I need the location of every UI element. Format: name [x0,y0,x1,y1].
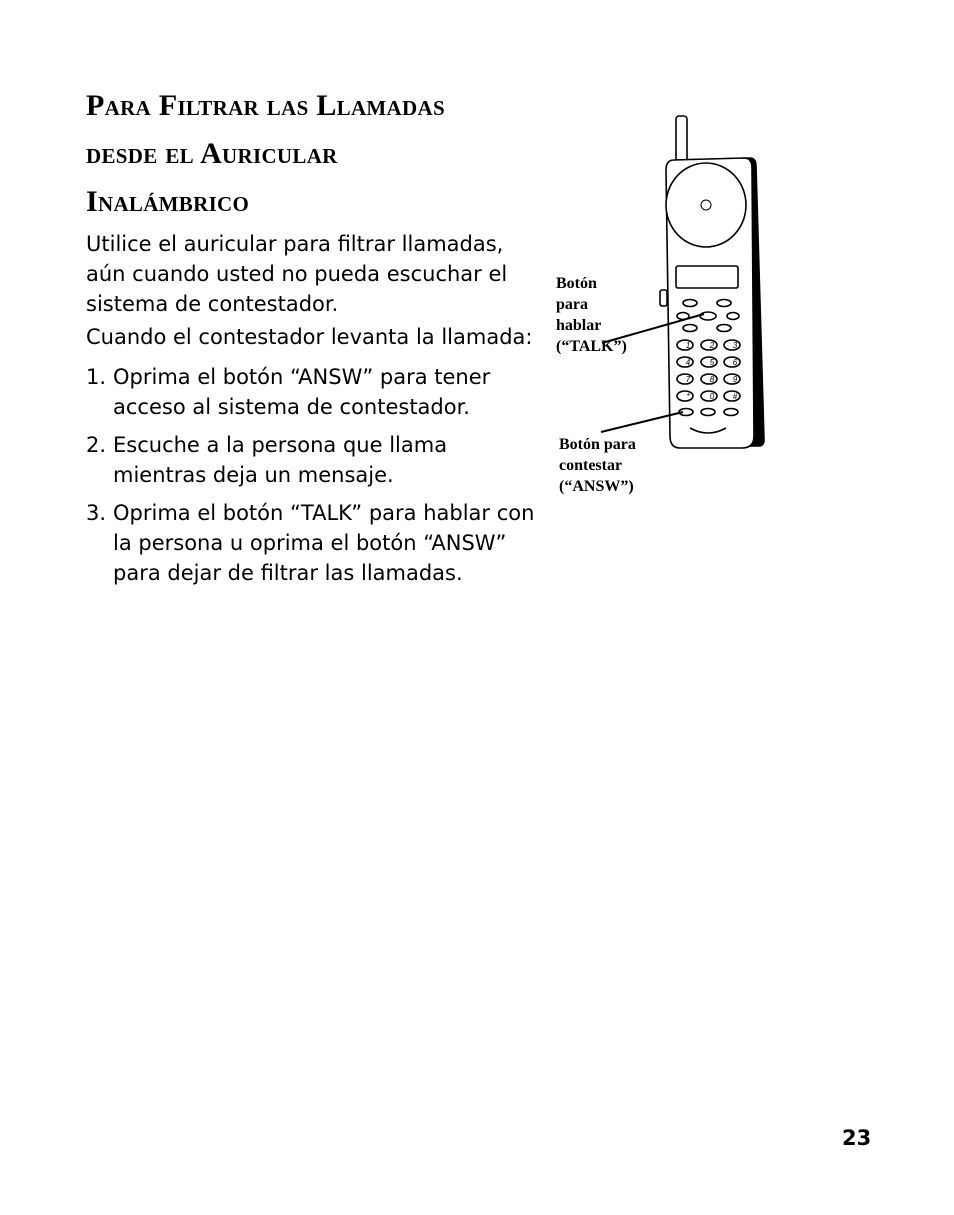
key-label: 2 [709,341,715,350]
talk-callout: Botón para hablar (“TALK”) [556,275,627,355]
lead-in-paragraph: Cuando el contestador levanta la llamada: [86,325,533,349]
function-button [717,325,731,332]
intro-paragraph: Utilice el auricular para filtrar llamadas, aún cuando usted no pueda escuchar el sistema de contestador. [86,232,508,316]
page-number: 23 [842,1126,872,1150]
step-text: Oprima el botón “ANSW” para tener acceso al sistema de contestador. [113,365,491,419]
step-number: 3. [86,501,107,525]
function-button [683,325,697,332]
title-line-3: Inalámbrico [86,185,250,218]
key-label: 5 [709,358,715,367]
answ-callout: Botón para contestar (“ANSW”) [559,436,636,495]
side-button [660,290,667,306]
key-label: 9 [732,375,738,384]
key-label: 0 [709,392,715,401]
key-label: 1 [685,341,691,350]
function-button [724,409,738,416]
key-label: 3 [732,341,738,350]
title-line-2: desde el Auricular [86,137,338,170]
keypad-key [677,391,693,401]
step-number: 2. [86,433,107,457]
key-label: 8 [709,375,715,384]
function-button [727,313,739,320]
key-label: 7 [685,375,691,384]
key-label: 4 [685,358,691,367]
earpiece [666,163,746,247]
key-label: 6 [732,358,738,367]
step-number: 1. [86,365,107,389]
step-text: Escuche a la persona que llama mientras deja un mensaje. [113,433,448,487]
key-label: # [732,392,738,401]
title-line-1: Para Filtrar las Llamadas [86,89,445,122]
function-button [701,409,715,416]
function-button [683,300,697,307]
key-label: * [686,392,690,401]
talk-button [700,312,716,320]
step-text: Oprima el botón “TALK” para hablar con la persona u oprima el botón “ANSW” para dejar de filtrar las llamadas. [113,501,535,585]
display [676,266,738,288]
antenna [676,116,687,166]
function-button [717,300,731,307]
